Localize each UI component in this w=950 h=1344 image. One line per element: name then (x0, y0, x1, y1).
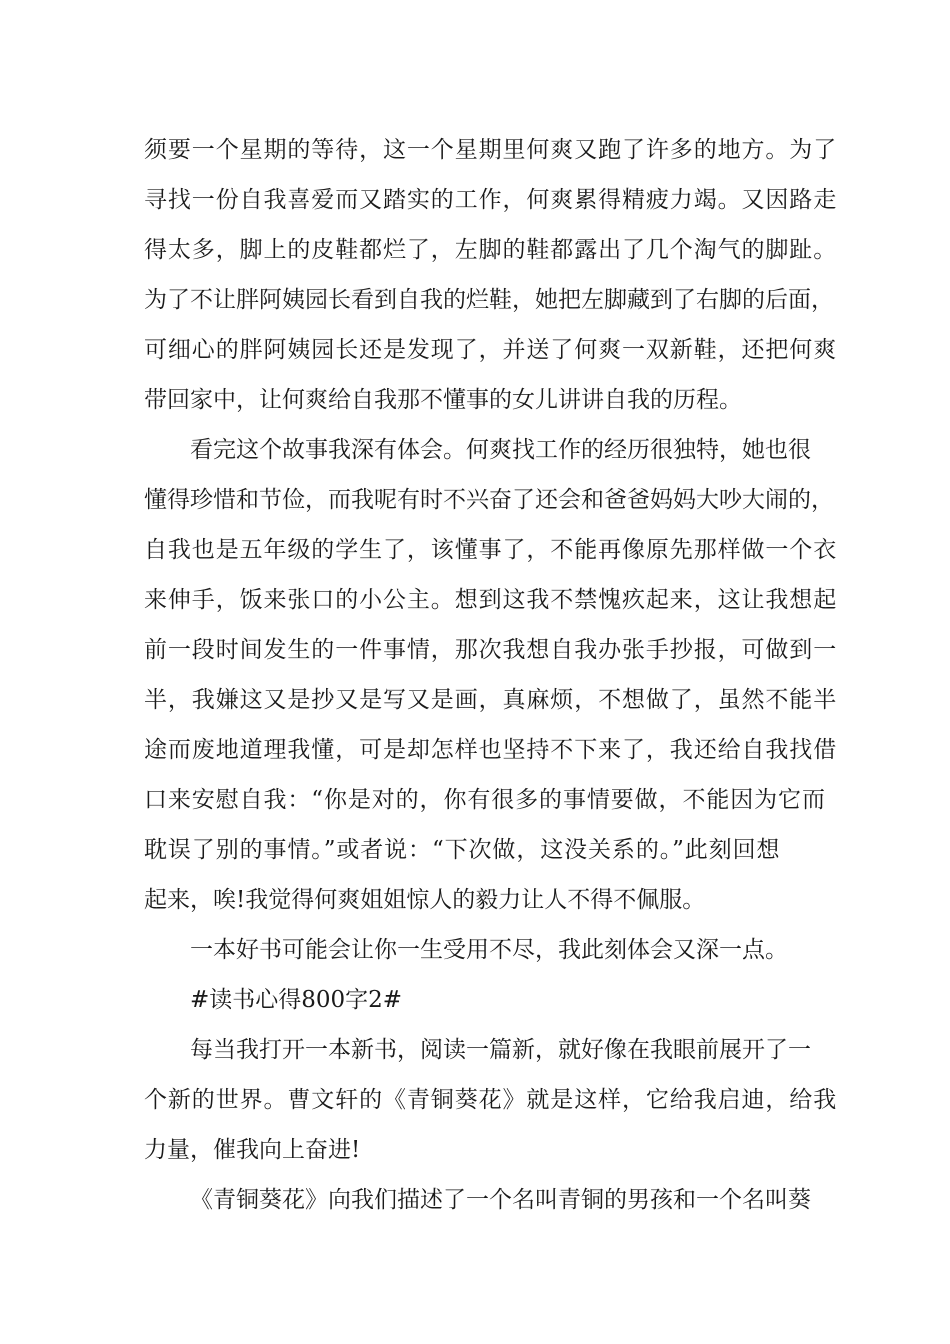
paragraph-line: 须要一个星期的等待，这一个星期里何爽又跑了许多的地方。为了 (144, 137, 838, 163)
paragraph-line: 为了不让胖阿姨园长看到自我的烂鞋，她把左脚藏到了右脚的后面， (144, 287, 834, 313)
paragraph-line: 个新的世界。曹文轩的《青铜葵花》就是这样，它给我启迪，给我 (144, 1087, 838, 1113)
paragraph-line: 带回家中，让何爽给自我那不懂事的女儿讲讲自我的历程。 (144, 387, 742, 413)
paragraph-line: 口来安慰自我：“你是对的，你有很多的事情要做，不能因为它而 (144, 787, 826, 813)
paragraph-line: 自我也是五年级的学生了，该懂事了，不能再像原先那样做一个衣 (144, 537, 838, 563)
paragraph-line: 可细心的胖阿姨园长还是发现了，并送了何爽一双新鞋，还把何爽 (144, 337, 838, 363)
paragraph-line: 途而废地道理我懂，可是却怎样也坚持不下来了，我还给自我找借 (144, 737, 838, 763)
paragraph-line: 《青铜葵花》向我们描述了一个名叫青铜的男孩和一个名叫葵 (190, 1187, 811, 1213)
paragraph-line: 懂得珍惜和节俭，而我呢有时不兴奋了还会和爸爸妈妈大吵大闹的， (144, 487, 834, 513)
paragraph-line: 半，我嫌这又是抄又是写又是画，真麻烦，不想做了，虽然不能半 (144, 687, 838, 713)
paragraph-line: 来伸手，饭来张口的小公主。想到这我不禁愧疚起来，这让我想起 (144, 587, 838, 613)
paragraph-line: 一本好书可能会让你一生受用不尽，我此刻体会又深一点。 (190, 937, 788, 963)
paragraph-line: 前一段时间发生的一件事情，那次我想自我办张手抄报，可做到一 (144, 637, 838, 663)
paragraph-line: 寻找一份自我喜爱而又踏实的工作，何爽累得精疲力竭。又因路走 (144, 187, 838, 213)
paragraph-line: 每当我打开一本新书，阅读一篇新，就好像在我眼前展开了一 (190, 1037, 811, 1063)
section-heading: #读书心得800字2# (190, 987, 403, 1013)
paragraph-line: 力量，催我向上奋进! (144, 1137, 361, 1163)
paragraph-line: 起来，唉!我觉得何爽姐姐惊人的毅力让人不得不佩服。 (144, 887, 706, 913)
paragraph-line: 看完这个故事我深有体会。何爽找工作的经历很独特，她也很 (190, 437, 811, 463)
paragraph-line: 耽误了别的事情。”或者说：“下次做，这没关系的。”此刻回想 (144, 837, 781, 863)
paragraph-line: 得太多，脚上的皮鞋都烂了，左脚的鞋都露出了几个淘气的脚趾。 (144, 237, 838, 263)
